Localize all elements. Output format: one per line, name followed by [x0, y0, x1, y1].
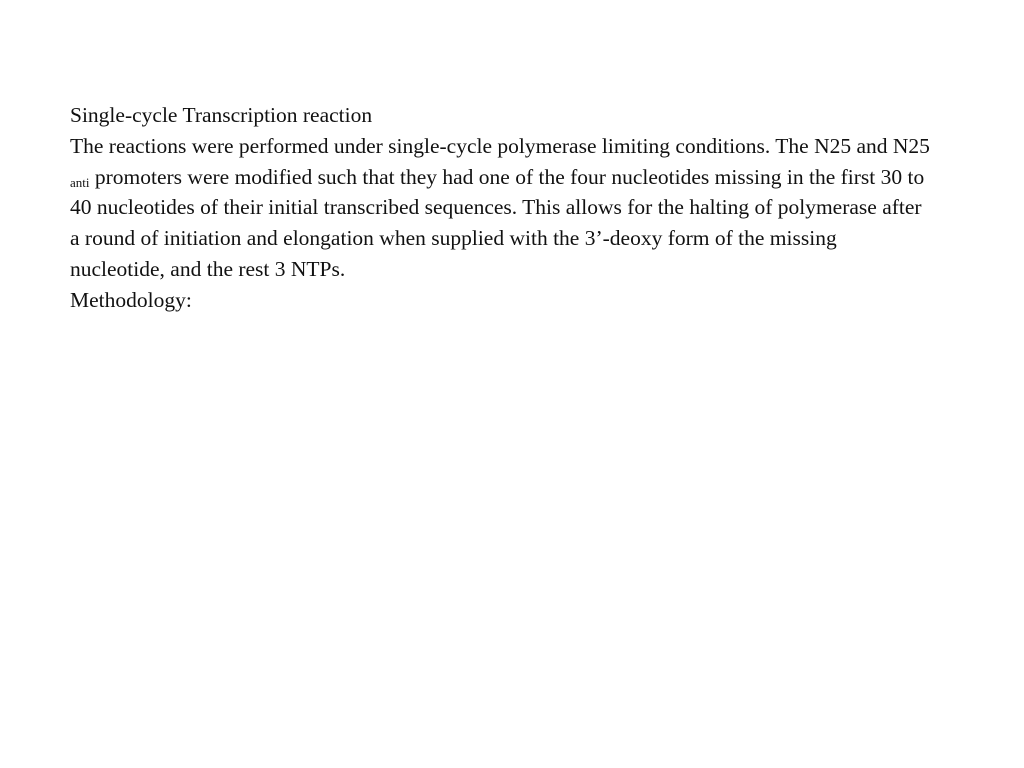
slide-body-paragraph — [70, 131, 930, 285]
slide-heading: Single-cycle Transcription reaction — [70, 103, 373, 127]
methodology-label: Methodology: — [70, 287, 192, 312]
slide-text-block — [70, 100, 930, 316]
body-text-part2: promoters were modified such that they had one of the four nucleotides missing in the first 30 to 40 nucleotides of their initial transcribed sequences. This allows for the halting of polymerase after a round of initiation and elongation when supplied with the 3’-deoxy form of the missing nucleotide, and the rest 3 NTPs. — [70, 164, 925, 281]
anti-subscript: anti — [70, 174, 90, 190]
body-text-part1: The reactions were performed under single-cycle polymerase limiting conditions. The N25 and N25 — [70, 133, 930, 158]
